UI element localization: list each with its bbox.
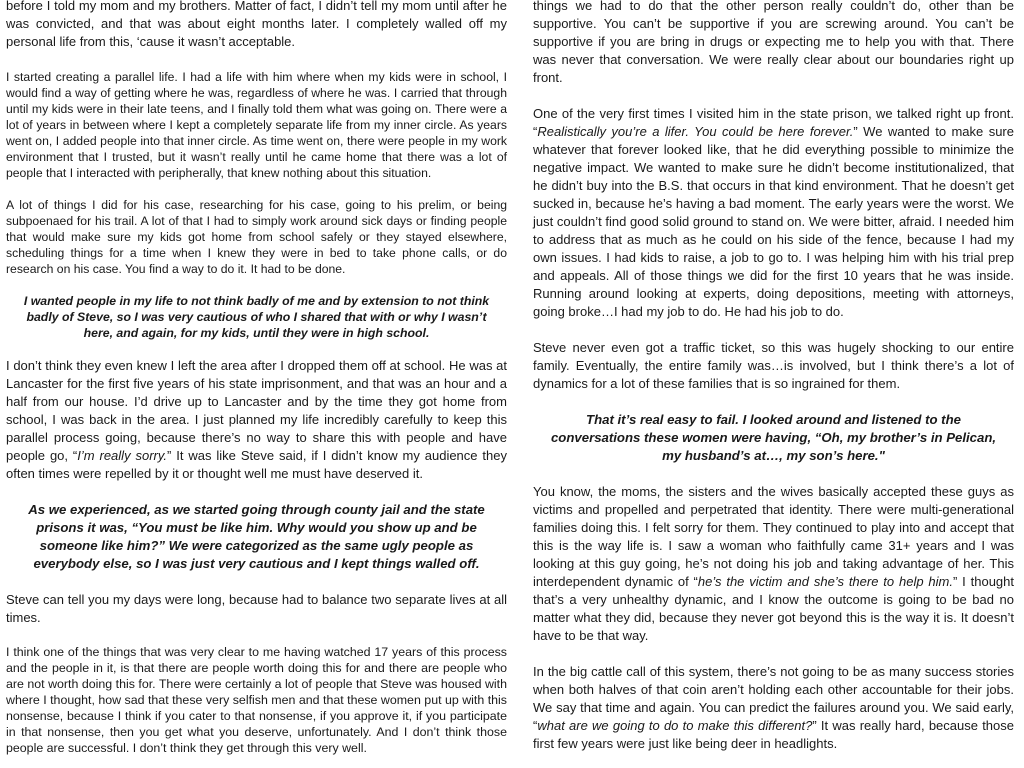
- paragraph: A lot of things I did for his case, researching for his case, going to his prelim, or being subpoenaed for his trail. A lot of that I had to simply work around sick days or finding people that would make sure my kids got home from school safely or they stayed elsewhere, scheduling things for a time when I knew they were in bed to take phone calls, or do research on his case. You find a way to do it. It had to be done.: [6, 198, 507, 276]
- paragraph: I think one of the things that was very clear to me having watched 17 years of this process and the people in it, is that there are people worth doing this for and there are people who are not worth doing this for. There were certainly a lot of people that Steve was housed with where I thought, how sad that these very selfish men and that these women put up with this nonsense, because I think if you cater to that nonsense, if you approve it, if you participate in that nonsense, then you get what you deserve, unfortunately. And I don’t think those people are successful. I don’t think they get through this very well.: [6, 645, 507, 755]
- text-run: You know, the moms, the sisters and the wives basically accepted these guys as victims and propelled and perpetrated that identity. There were multi-generational families doing this. I felt sorry for them. They continued to play into and accept that this is the way life is. I saw a woman who faithfully came 31+ years and I was looking at this guy going, he’s not doing his job and taking advantage of her. This interdependent dynamic of “: [533, 484, 1014, 589]
- paragraph: things we had to do that the other person really couldn’t do, other than be supportive. You can’t be supportive if you are screwing around. You can’t be supportive if you are bring in drugs or expecting me to help you with that. There was never that conversation. We were really clear about our boundaries right up front.: [533, 0, 1014, 85]
- right-column: [533, 0, 1014, 753]
- text-run: ” We wanted to make sure whatever that forever looked like, that he did everything possible to minimize the negative impact. We wanted to make sure he didn’t become institutionalized, that he didn’t buy into the B.S. that occurs in that kind environment. That he doesn’t get sucked in, because he’s having a bad moment. The early years were the worst. We just couldn’t find good solid ground to stand on. We were bitter, afraid. I needed him to address that as much as he could on his side of the fence, because I had my own issues. I had kids to raise, a job to go to. I was helping him with his trial prep and appeals. All of those things we did for the first 10 years that he was inside. Running around looking at experts, doing depositions, meeting with attorneys, going broke…I had my job to do. He had his job to do.: [533, 124, 1014, 319]
- paragraph: Steve can tell you my days were long, because had to balance two separate lives at all times.: [6, 592, 507, 625]
- text-run: One of the very first times I visited him in the state prison, we talked right up front. “: [533, 106, 1014, 139]
- text-run: ” It was like Steve said, if I didn’t know my audience they often times were repelled by it or thought well me must have deserved it.: [6, 448, 507, 481]
- paragraph: I started creating a parallel life. I had a life with him where when my kids were in school, I would find a way of getting where he was, regardless of where he was. I carried that through until my kids were in their late teens, and I finally told them what was going on. There were a lot of years in between where I kept a completely separate life from my inner circle. As years went on, I added people into that inner circle. As time went on, there were people in my work environment that I trusted, but it wasn’t really until he came home that there was a lot of people that I interacted with peripherally, that knew nothing about this situation.: [6, 70, 507, 180]
- paragraph: [533, 105, 1014, 321]
- text-run: In the big cattle call of this system, there’s not going to be as many success stories when both halves of that coin aren’t holding each other accountable for their jobs. We say that time and again. You can predict the failures around you. We said early, “: [533, 664, 1014, 733]
- paragraph: [533, 483, 1014, 645]
- italic-text: he’s the victim and she’s there to help him.: [697, 574, 953, 589]
- paragraph: [533, 663, 1014, 753]
- left-column: [6, 0, 507, 756]
- paragraph: Steve never even got a traffic ticket, so this was hugely shocking to our entire family. Eventually, the entire family was…is involved, but I think there’s a lot of dynamics for a lot of these families that is so ingrained for them.: [533, 340, 1014, 391]
- pull-quote: I wanted people in my life to not think badly of me and by extension to not think badly of Steve, so I was very cautious of who I shared that with or why I wasn’t here, and again, for my kids, until they were in high school.: [23, 294, 490, 340]
- italic-text: what are we going to do to make this different?: [537, 718, 813, 733]
- italic-text: Realistically you’re a lifer. You could be here forever.: [537, 124, 854, 139]
- text-run: I don’t think they even knew I left the area after I dropped them off at school. He was at Lancaster for the first five years of his state imprisonment, and that was an hour and a half from our house. I’d drive up to Lancaster and by the time they got home from school, I was back in the area. I just planned my life incredibly carefully to keep this parallel process going, because there’s no way to share this with people and have people go, “: [6, 358, 507, 463]
- pull-quote: As we experienced, as we started going through county jail and the state prisons it was, “You must be like him. Why would you show up and be someone like him?” We were categorized as the same ugly people as everybody else, so I was just very cautious and I kept things walled off.: [28, 502, 485, 571]
- paragraph: before I told my mom and my brothers. Matter of fact, I didn’t tell my mom until after he was convicted, and that was about eight months later. I completely walled off my personal life from this, ‘cause it wasn’t acceptable.: [6, 0, 507, 49]
- text-run: ” I thought that’s a very unhealthy dynamic, and I know the outcome is going to be bad no matter what they did, because they never got beyond this is the way it is. It doesn’t have to be that way.: [533, 574, 1014, 643]
- italic-text: I’m really sorry.: [77, 448, 168, 463]
- paragraph: [6, 357, 507, 483]
- pull-quote: That it’s real easy to fail. I looked around and listened to the conversations these women were having, “Oh, my brother’s in Pelican, my husband’s at…, my son’s here.": [550, 412, 997, 463]
- text-run: ” It was really hard, because those first few years were just like being deer in headlights.: [533, 718, 1014, 751]
